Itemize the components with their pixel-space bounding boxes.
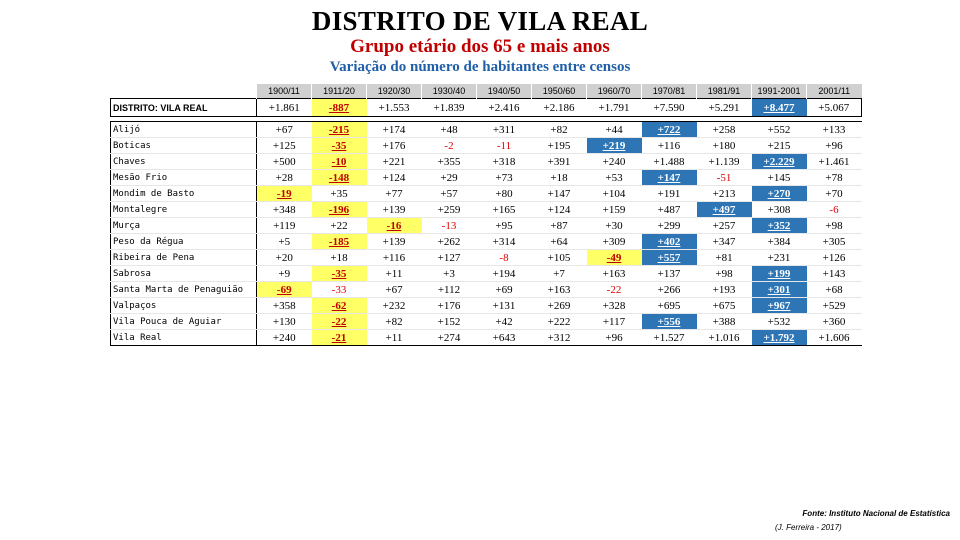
column-header: 1960/70 (587, 84, 642, 99)
min-value-cell: -62 (312, 298, 367, 314)
value-cell: +2.186 (532, 99, 587, 117)
municipality-name: Peso da Régua (111, 234, 257, 250)
min-value-cell: -35 (312, 266, 367, 282)
column-header: 1900/11 (257, 84, 312, 99)
author-note: (J. Ferreira - 2017) (775, 523, 842, 532)
value-cell: +191 (642, 186, 697, 202)
value-cell: +552 (752, 122, 807, 138)
max-value-cell: +352 (752, 218, 807, 234)
table-row (111, 218, 862, 234)
table-row (111, 170, 862, 186)
value-cell: +117 (587, 314, 642, 330)
value-cell: +240 (257, 330, 312, 346)
min-value-cell: -21 (312, 330, 367, 346)
table-row (111, 298, 862, 314)
value-cell: +384 (752, 234, 807, 250)
table-caption: Variação do número de habitantes entre censos (329, 59, 631, 75)
value-cell: +305 (807, 234, 862, 250)
value-cell: +1.139 (697, 154, 752, 170)
value-cell: +5 (257, 234, 312, 250)
municipality-name: Vila Pouca de Aguiar (111, 314, 257, 330)
source-note: Fonte: Instituto Nacional de Estatística (802, 509, 950, 518)
table-row (111, 202, 862, 218)
page-subtitle: Grupo etário dos 65 e mais anos (350, 36, 610, 57)
value-cell: +257 (697, 218, 752, 234)
value-cell: +133 (807, 122, 862, 138)
district-total-row (111, 99, 862, 117)
value-cell: +1.527 (642, 330, 697, 346)
value-cell: +124 (532, 202, 587, 218)
municipality-name: Santa Marta de Penaguião (111, 282, 257, 298)
value-cell: +18 (312, 250, 367, 266)
column-header: 1970/81 (642, 84, 697, 99)
value-cell: +112 (422, 282, 477, 298)
table-row (111, 330, 862, 346)
value-cell: +358 (257, 298, 312, 314)
value-cell: +77 (367, 186, 422, 202)
value-cell: +80 (477, 186, 532, 202)
value-cell: +42 (477, 314, 532, 330)
value-cell: +98 (697, 266, 752, 282)
value-cell: +67 (367, 282, 422, 298)
column-header: 1981/91 (697, 84, 752, 99)
value-cell: -6 (807, 202, 862, 218)
max-value-cell: +147 (642, 170, 697, 186)
value-cell: +274 (422, 330, 477, 346)
value-cell: -8 (477, 250, 532, 266)
max-value-cell: +402 (642, 234, 697, 250)
min-value-cell: -35 (312, 138, 367, 154)
max-value-cell: +301 (752, 282, 807, 298)
value-cell: +147 (532, 186, 587, 202)
value-cell: +64 (532, 234, 587, 250)
value-cell: +7.590 (642, 99, 697, 117)
municipality-name: Valpaços (111, 298, 257, 314)
max-value-cell: +2.229 (752, 154, 807, 170)
value-cell: +67 (257, 122, 312, 138)
value-cell: +87 (532, 218, 587, 234)
value-cell: +347 (697, 234, 752, 250)
value-cell: +675 (697, 298, 752, 314)
value-cell: +131 (477, 298, 532, 314)
value-cell: +1.839 (422, 99, 477, 117)
value-cell: +137 (642, 266, 697, 282)
value-cell: +3 (422, 266, 477, 282)
value-cell: +78 (807, 170, 862, 186)
value-cell: +20 (257, 250, 312, 266)
min-value-cell: -22 (312, 314, 367, 330)
max-value-cell: +270 (752, 186, 807, 202)
min-value-cell: -10 (312, 154, 367, 170)
value-cell: +68 (807, 282, 862, 298)
value-cell: +98 (807, 218, 862, 234)
value-cell: +308 (752, 202, 807, 218)
value-cell: +57 (422, 186, 477, 202)
value-cell: +82 (367, 314, 422, 330)
municipality-name: Mesão Frio (111, 170, 257, 186)
value-cell: +1.861 (257, 99, 312, 117)
value-cell: +35 (312, 186, 367, 202)
value-cell: +231 (752, 250, 807, 266)
table-row (111, 282, 862, 298)
value-cell: +116 (642, 138, 697, 154)
value-cell: -2 (422, 138, 477, 154)
value-cell: +360 (807, 314, 862, 330)
value-cell: +193 (697, 282, 752, 298)
min-value-cell: -215 (312, 122, 367, 138)
value-cell: +126 (807, 250, 862, 266)
value-cell: +81 (697, 250, 752, 266)
value-cell: +318 (477, 154, 532, 170)
value-cell: +174 (367, 122, 422, 138)
municipality-name: Mondim de Basto (111, 186, 257, 202)
value-cell: +529 (807, 298, 862, 314)
municipality-name: Ribeira de Pena (111, 250, 257, 266)
value-cell: +96 (807, 138, 862, 154)
value-cell: +215 (752, 138, 807, 154)
value-cell: -22 (587, 282, 642, 298)
table-row (111, 314, 862, 330)
min-value-cell: -148 (312, 170, 367, 186)
value-cell: +28 (257, 170, 312, 186)
value-cell: +163 (532, 282, 587, 298)
municipality-name: DISTRITO: VILA REAL (111, 99, 257, 117)
max-value-cell: +556 (642, 314, 697, 330)
value-cell: +232 (367, 298, 422, 314)
municipality-name: Boticas (111, 138, 257, 154)
max-value-cell: +1.792 (752, 330, 807, 346)
value-cell: +119 (257, 218, 312, 234)
value-cell: +355 (422, 154, 477, 170)
value-cell: +1.606 (807, 330, 862, 346)
max-value-cell: +219 (587, 138, 642, 154)
value-cell: +30 (587, 218, 642, 234)
value-cell: +194 (477, 266, 532, 282)
value-cell: +11 (367, 330, 422, 346)
value-cell: +391 (532, 154, 587, 170)
max-value-cell: +722 (642, 122, 697, 138)
column-header: 1950/60 (532, 84, 587, 99)
value-cell: +124 (367, 170, 422, 186)
table-row (111, 266, 862, 282)
value-cell: +70 (807, 186, 862, 202)
value-cell: +95 (477, 218, 532, 234)
value-cell: +487 (642, 202, 697, 218)
value-cell: +152 (422, 314, 477, 330)
value-cell: +139 (367, 234, 422, 250)
max-value-cell: +967 (752, 298, 807, 314)
column-header-row (111, 84, 862, 99)
value-cell: +5.067 (807, 99, 862, 117)
value-cell: +104 (587, 186, 642, 202)
municipality-name: Montalegre (111, 202, 257, 218)
value-cell: -51 (697, 170, 752, 186)
table-row (111, 154, 862, 170)
table-row (111, 186, 862, 202)
value-cell: +1.016 (697, 330, 752, 346)
value-cell: +312 (532, 330, 587, 346)
value-cell: +127 (422, 250, 477, 266)
value-cell: +5.291 (697, 99, 752, 117)
value-cell: +262 (422, 234, 477, 250)
column-header: 2001/11 (807, 84, 862, 99)
value-cell: -33 (312, 282, 367, 298)
value-cell: +1.791 (587, 99, 642, 117)
value-cell: +176 (422, 298, 477, 314)
value-cell: +130 (257, 314, 312, 330)
value-cell: +82 (532, 122, 587, 138)
column-header: 1930/40 (422, 84, 477, 99)
value-cell: +269 (532, 298, 587, 314)
min-value-cell: -69 (257, 282, 312, 298)
min-value-cell: -887 (312, 99, 367, 117)
value-cell: +69 (477, 282, 532, 298)
value-cell: +259 (422, 202, 477, 218)
column-header: 1911/20 (312, 84, 367, 99)
municipality-name: Vila Real (111, 330, 257, 346)
value-cell: +240 (587, 154, 642, 170)
max-value-cell: +199 (752, 266, 807, 282)
value-cell: +48 (422, 122, 477, 138)
value-cell: +213 (697, 186, 752, 202)
min-value-cell: -49 (587, 250, 642, 266)
value-cell: +163 (587, 266, 642, 282)
value-cell: +258 (697, 122, 752, 138)
value-cell: +29 (422, 170, 477, 186)
value-cell: +143 (807, 266, 862, 282)
value-cell: +139 (367, 202, 422, 218)
value-cell: +125 (257, 138, 312, 154)
value-cell: -13 (422, 218, 477, 234)
municipality-name: Alijó (111, 122, 257, 138)
min-value-cell: -196 (312, 202, 367, 218)
column-header: 1940/50 (477, 84, 532, 99)
value-cell: -11 (477, 138, 532, 154)
value-cell: +1.553 (367, 99, 422, 117)
value-cell: +328 (587, 298, 642, 314)
table-row (111, 234, 862, 250)
value-cell: +388 (697, 314, 752, 330)
value-cell: +180 (697, 138, 752, 154)
table-row (111, 250, 862, 266)
header-blank-cell (111, 84, 257, 99)
value-cell: +311 (477, 122, 532, 138)
value-cell: +532 (752, 314, 807, 330)
value-cell: +195 (532, 138, 587, 154)
value-cell: +176 (367, 138, 422, 154)
column-header: 1920/30 (367, 84, 422, 99)
value-cell: +1.488 (642, 154, 697, 170)
max-value-cell: +8.477 (752, 99, 807, 117)
value-cell: +73 (477, 170, 532, 186)
municipality-name: Murça (111, 218, 257, 234)
municipality-name: Chaves (111, 154, 257, 170)
census-variation-table (110, 84, 862, 346)
min-value-cell: -185 (312, 234, 367, 250)
min-value-cell: -19 (257, 186, 312, 202)
value-cell: +309 (587, 234, 642, 250)
value-cell: +7 (532, 266, 587, 282)
table-row (111, 122, 862, 138)
value-cell: +221 (367, 154, 422, 170)
value-cell: +159 (587, 202, 642, 218)
table-row (111, 138, 862, 154)
max-value-cell: +557 (642, 250, 697, 266)
value-cell: +18 (532, 170, 587, 186)
value-cell: +299 (642, 218, 697, 234)
min-value-cell: -16 (367, 218, 422, 234)
value-cell: +116 (367, 250, 422, 266)
page-title: DISTRITO DE VILA REAL (311, 6, 649, 36)
value-cell: +145 (752, 170, 807, 186)
value-cell: +44 (587, 122, 642, 138)
value-cell: +22 (312, 218, 367, 234)
value-cell: +2.416 (477, 99, 532, 117)
value-cell: +9 (257, 266, 312, 282)
max-value-cell: +497 (697, 202, 752, 218)
value-cell: +314 (477, 234, 532, 250)
value-cell: +500 (257, 154, 312, 170)
value-cell: +1.461 (807, 154, 862, 170)
value-cell: +105 (532, 250, 587, 266)
value-cell: +11 (367, 266, 422, 282)
municipality-name: Sabrosa (111, 266, 257, 282)
column-header: 1991-2001 (752, 84, 807, 99)
value-cell: +695 (642, 298, 697, 314)
value-cell: +96 (587, 330, 642, 346)
value-cell: +53 (587, 170, 642, 186)
value-cell: +643 (477, 330, 532, 346)
value-cell: +222 (532, 314, 587, 330)
value-cell: +165 (477, 202, 532, 218)
value-cell: +348 (257, 202, 312, 218)
value-cell: +266 (642, 282, 697, 298)
